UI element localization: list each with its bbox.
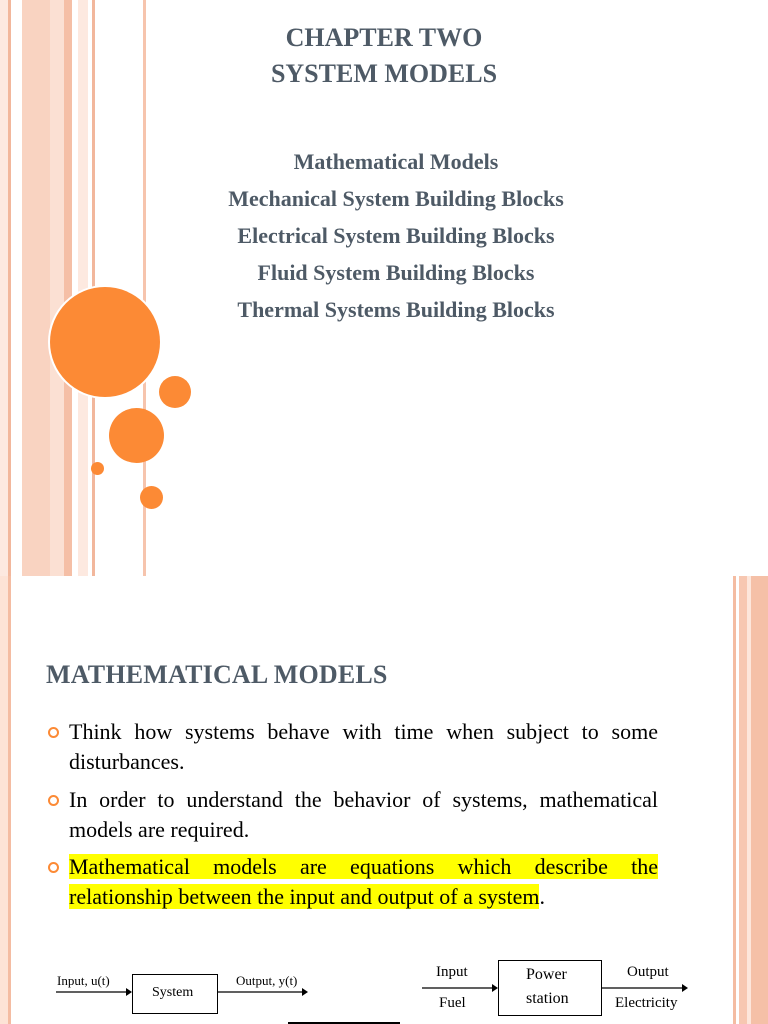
diagram-power-station-box: [498, 960, 602, 1016]
topic-item: Mathematical Models: [293, 149, 499, 174]
topic-item: Mechanical System Building Blocks: [228, 186, 564, 211]
decorative-stripe: [78, 0, 88, 576]
decorative-circle: [140, 486, 163, 509]
chapter-title: [180, 20, 588, 92]
topic-item: Electrical System Building Blocks: [237, 223, 555, 248]
diagram-input-label: Input, u(t): [57, 973, 110, 988]
bullet-text: Think how systems behave with time when subject to some disturbances.: [69, 719, 658, 774]
decorative-stripe: [739, 576, 747, 1024]
diagram-box-label: station: [526, 990, 569, 1007]
diagram-output-label: Output, y(t): [236, 973, 298, 988]
diagram-output-sub-label: Electricity: [615, 995, 678, 1011]
diagram-arrow-out: [602, 983, 688, 993]
diagram-box-label: Power: [526, 966, 567, 983]
topic-item: Fluid System Building Blocks: [257, 260, 535, 285]
topic-item: Thermal Systems Building Blocks: [237, 297, 555, 322]
diagram-system-box: [132, 974, 218, 1014]
decorative-stripe: [8, 0, 11, 576]
decorative-stripe: [64, 0, 72, 576]
bullet-circle-icon: [48, 795, 59, 806]
decorative-circle: [109, 408, 164, 463]
bullet-text-tail: .: [539, 884, 545, 909]
bullet-item: [46, 852, 658, 912]
diagram-arrow-in: [422, 983, 498, 993]
bullet-text: [69, 852, 658, 912]
diagram-input-sub-label: Fuel: [439, 995, 466, 1011]
decorative-stripe: [22, 0, 50, 576]
bullet-item: [46, 717, 658, 777]
bullet-text: In order to understand the behavior of systems, mathematical models are required.: [69, 787, 658, 842]
chapter-title-line1: CHAPTER TWO: [285, 23, 483, 52]
slide-heading: MATHEMATICAL MODELS: [46, 660, 388, 689]
decorative-stripe: [0, 576, 8, 1024]
diagram-arrow-out: [218, 987, 308, 997]
decorative-stripe: [733, 576, 736, 1024]
chapter-title-line2: SYSTEM MODELS: [270, 59, 498, 88]
bullet-item: [46, 785, 658, 845]
decorative-stripe: [0, 0, 8, 576]
topic-list: [150, 146, 642, 331]
decorative-stripe: [50, 0, 64, 576]
content-slide: [0, 576, 768, 1024]
highlighted-text: Mathematical models are equations which describe the relationship between the input and output of a system: [69, 854, 658, 909]
decorative-circle: [50, 287, 160, 397]
bullet-circle-icon: [48, 727, 59, 738]
diagram-box-label: System: [152, 985, 194, 1000]
decorative-circle: [159, 376, 191, 408]
bullet-circle-icon: [48, 862, 59, 873]
decorative-stripe: [8, 576, 11, 1024]
diagram-arrow-in: [56, 987, 132, 997]
decorative-circle: [91, 462, 104, 475]
decorative-stripe: [751, 576, 768, 1024]
diagram-output-label: Output: [627, 964, 669, 980]
diagram-input-label: Input: [436, 964, 468, 980]
